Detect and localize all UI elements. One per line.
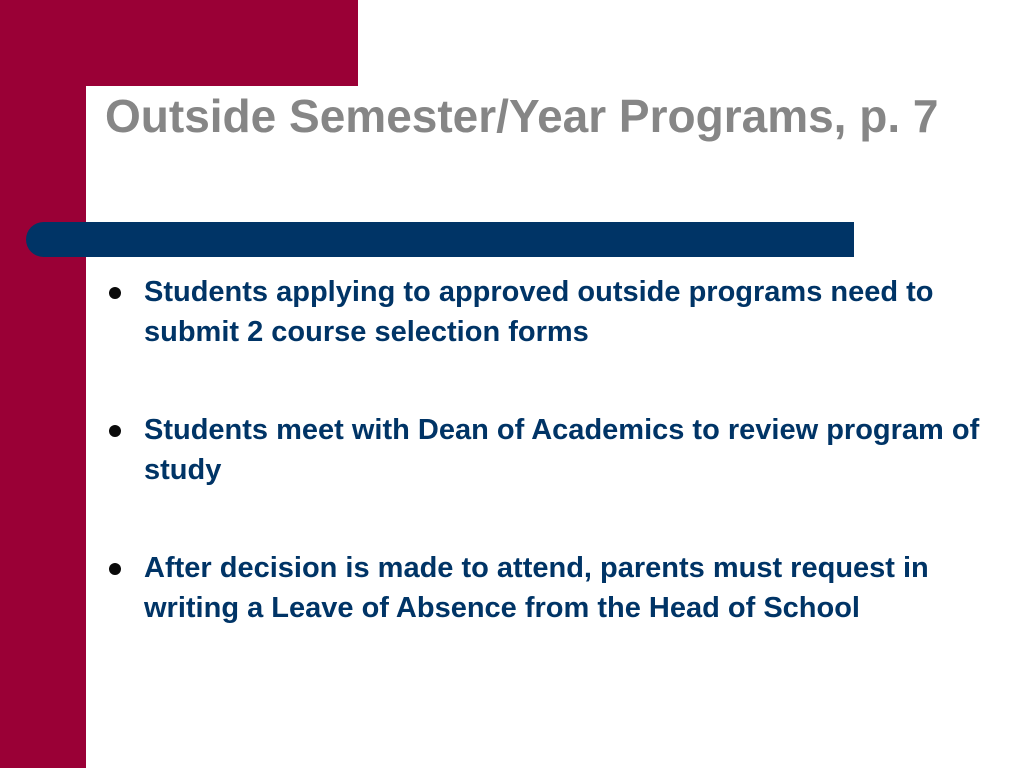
bullet-text: Students meet with Dean of Academics to review program of study: [144, 414, 980, 486]
bullet-text: After decision is made to attend, parents must request in writing a Leave of Absence from the Head of School: [144, 552, 929, 624]
title-rule: [26, 222, 854, 257]
bullet-item: [105, 410, 1005, 490]
bullet-dot-icon: [109, 287, 121, 299]
slide-title: Outside Semester/Year Programs, p. 7: [105, 90, 939, 142]
accent-band-vertical: [0, 0, 86, 768]
bullet-item: [105, 548, 1005, 628]
bullet-item: [105, 272, 1005, 352]
bullet-dot-icon: [109, 425, 121, 437]
bullet-list: [105, 272, 1005, 686]
bullet-dot-icon: [109, 563, 121, 575]
accent-band-top: [0, 0, 358, 86]
bullet-text: Students applying to approved outside programs need to submit 2 course selection forms: [144, 276, 934, 348]
